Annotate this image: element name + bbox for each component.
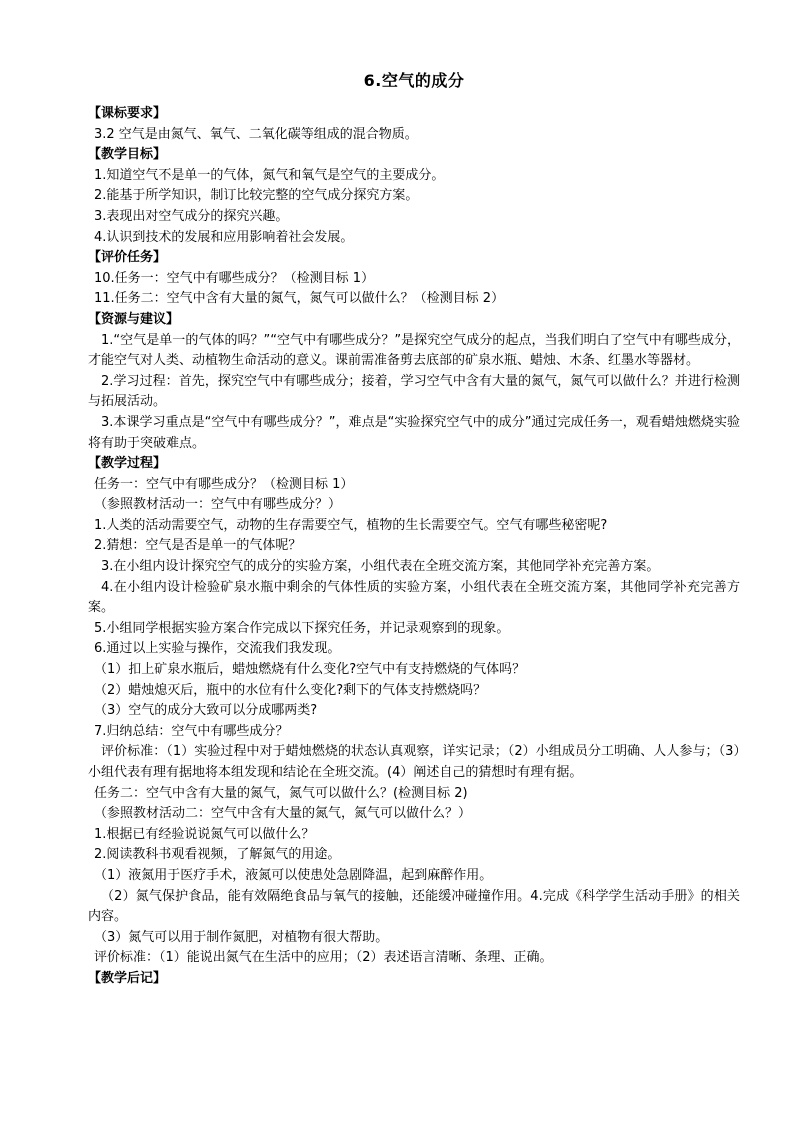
paragraph: 1.“空气是单一的气体的吗？”“空气中有哪些成分？”是探究空气成分的起点，当我们明白了空气中有哪些成分，才能空气对人类、动植物生命活动的意义。课前需准备剪去底部的矿泉水瓶、蜡烛、木条、红墨水等器材。 xyxy=(88,332,740,369)
section-heading: 【教学目标】 xyxy=(88,147,167,163)
paragraph: 3.表现出对空气成分的探究兴趣。 xyxy=(94,208,289,224)
paragraph: （2）氮气保护食品，能有效隔绝食品与氧气的接触，还能缓冲碰撞作用。4.完成《科学学生活动手册》的相关内容。 xyxy=(88,888,740,925)
paragraph: 4.认识到技术的发展和应用影响着社会发展。 xyxy=(94,229,354,245)
paragraph: 评价标准：（1）实验过程中对于蜡烛燃烧的状态认真观察，详实记录；（2）小组成员分工明确、人人参与；（3）小组代表有理有据地将本组发现和结论在全班交流。(4）阐述自己的猜想时有理有据。 xyxy=(88,744,740,780)
paragraph: 1.根据已有经验说说氮气可以做什么？ xyxy=(94,826,315,842)
paragraph: 3.本课学习重点是“空气中有哪些成分？”，难点是“实验探究空气中的成分”通过完成任务一，观看蜡烛燃烧实验将有助于突破难点。 xyxy=(88,414,740,451)
paragraph: 任务二：空气中含有大量的氮气，氮气可以做什么？(检测目标 2) xyxy=(94,785,468,801)
paragraph: 2.阅读教科书观看视频，了解氮气的用途。 xyxy=(94,847,341,863)
section-heading: 【教学过程】 xyxy=(88,456,167,472)
paragraph: 3.在小组内设计探究空气的成分的实验方案，小组代表在全班交流方案，其他同学补充完善方案。 xyxy=(101,559,660,575)
paragraph: 评价标准：（1）能说出氮气在生活中的应用；（2）表述语言清晰、条理、正确。 xyxy=(94,950,553,966)
paragraph: 3.2 空气是由氮气、氧气、二氧化碳等组成的混合物质。 xyxy=(94,126,418,142)
section-heading: 【课标要求】 xyxy=(88,106,167,121)
page-title: 6.空气的成分 xyxy=(363,71,465,90)
paragraph: （1）扣上矿泉水瓶后，蜡烛燃烧有什么变化?空气中有支持燃烧的气体吗？ xyxy=(94,662,526,678)
paragraph: 任务一：空气中有哪些成分？（检测目标 1） xyxy=(94,476,354,492)
paragraph: 2.学习过程：首先，探究空气中有哪些成分；接着，学习空气中含有大量的氮气，氮气可以做什么？并进行检测与拓展活动。 xyxy=(88,373,740,410)
paragraph: （参照教材活动一：空气中有哪些成分？） xyxy=(94,497,342,513)
paragraph: 7.归纳总结：空气中有哪些成分？ xyxy=(94,723,289,739)
section-heading: 【评价任务】 xyxy=(88,250,167,266)
paragraph: 1.人类的活动需要空气，动物的生存需要空气，植物的生长需要空气。空气有哪些秘密呢? xyxy=(94,517,608,533)
paragraph: （参照教材活动二：空气中含有大量的氮气，氮气可以做什么？） xyxy=(94,806,472,822)
paragraph: 11.任务二：空气中含有大量的氮气，氮气可以做什么？（检测目标 2） xyxy=(94,291,505,307)
document-page xyxy=(88,68,740,990)
paragraph: 5.小组同学根据实验方案合作完成以下探究任务，并记录观察到的现象。 xyxy=(94,620,510,636)
paragraph: （3）空气的成分大致可以分成哪两类? xyxy=(94,703,318,719)
paragraph: （3）氮气可以用于制作氮肥，对植物有很大帮助。 xyxy=(94,929,389,945)
paragraph: （2）蜡烛熄灭后，瓶中的水位有什么变化?剩下的气体支持燃烧吗？ xyxy=(94,682,487,698)
paragraph: 6.通过以上实验与操作，交流我们我发现。 xyxy=(94,641,341,657)
paragraph: 2.猜想：空气是否是单一的气体呢？ xyxy=(94,538,302,554)
paragraph: 4.在小组内设计检验矿泉水瓶中剩余的气体性质的实验方案，小组代表在全班交流方案，其他同学补充完善方案。 xyxy=(88,579,740,616)
section-heading: 【教学后记】 xyxy=(88,970,167,986)
paragraph: 1.知道空气不是单一的气体，氮气和氧气是空气的主要成分。 xyxy=(94,167,445,183)
paragraph: 10.任务一：空气中有哪些成分？（检测目标 1） xyxy=(94,270,375,286)
paragraph: 2.能基于所学知识，制订比较完整的空气成分探究方案。 xyxy=(94,188,419,204)
section-heading: 【资源与建议】 xyxy=(88,311,180,327)
paragraph: （1）液氮用于医疗手术，液氮可以使患处急剧降温，起到麻醉作用。 xyxy=(94,867,493,883)
